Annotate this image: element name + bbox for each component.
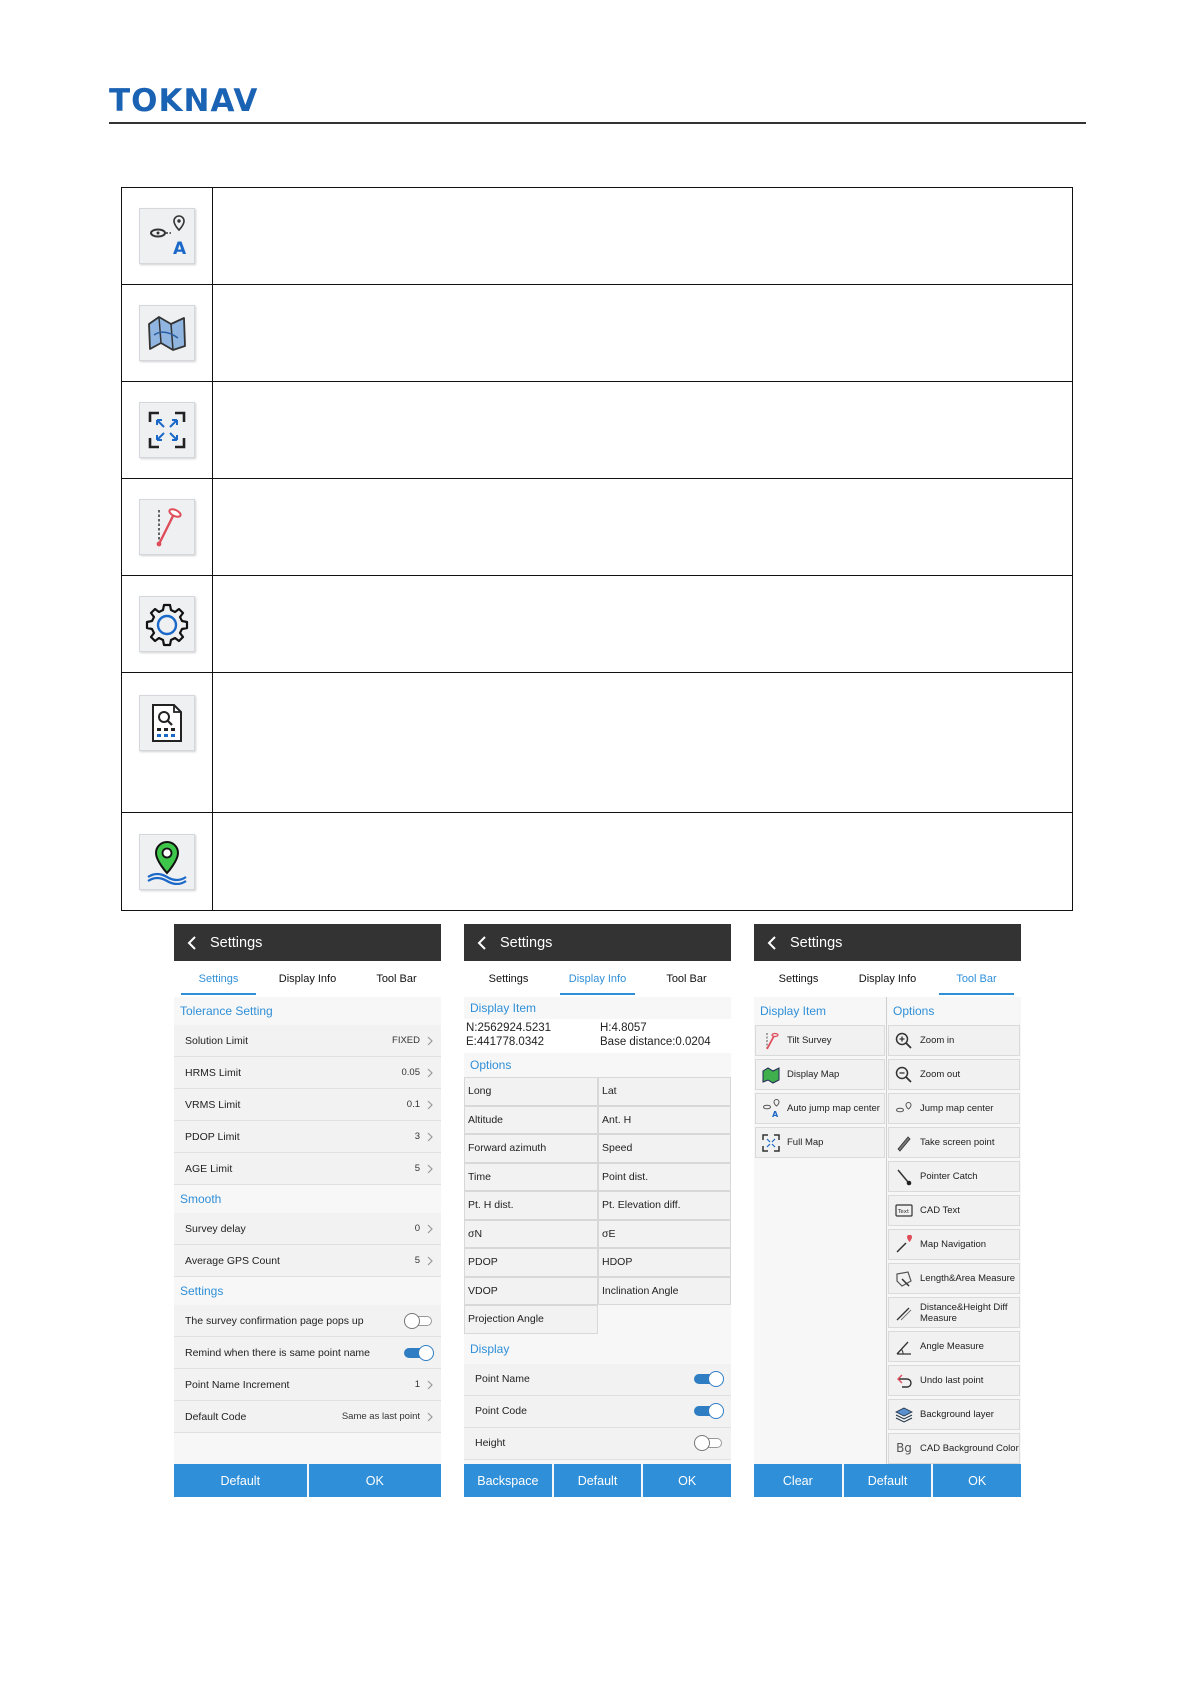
tab-display-info[interactable]: Display Info — [278, 973, 337, 985]
distance-height-measure-icon — [893, 1302, 915, 1324]
bg-badge: Bg — [896, 1441, 912, 1455]
pdop-limit-row[interactable] — [174, 1121, 441, 1153]
tilt-survey-icon — [139, 499, 195, 555]
age-limit-row[interactable] — [174, 1153, 441, 1185]
row-label: Point Code — [475, 1405, 527, 1417]
cad-text-icon — [893, 1200, 915, 1222]
clear-button[interactable]: Clear — [754, 1464, 842, 1497]
easting-value: E:441778.0342 — [466, 1036, 545, 1048]
display-info-content — [464, 997, 731, 1464]
jump-map-center-icon — [893, 1098, 915, 1120]
tool-pointer-catch[interactable] — [888, 1161, 1020, 1192]
tool-zoom-in[interactable] — [888, 1025, 1020, 1056]
tab-bar — [754, 961, 1021, 997]
brand-logo — [109, 83, 259, 119]
pen-icon — [893, 1132, 915, 1154]
svg-text:A: A — [772, 1109, 779, 1119]
screen-title: Settings — [790, 934, 843, 951]
default-code-row[interactable] — [174, 1401, 441, 1433]
tool-label: CAD Background Color — [920, 1443, 1019, 1454]
tab-display-info[interactable]: Display Info — [858, 973, 917, 985]
row-label: Default Code — [185, 1410, 247, 1423]
tool-label: Tilt Survey — [787, 1035, 832, 1046]
tool-label: Undo last point — [920, 1375, 984, 1386]
angle-measure-icon — [893, 1336, 915, 1358]
section-header: Options — [464, 1053, 731, 1077]
chevron-right-icon — [426, 1412, 434, 1422]
point-name-display-row — [464, 1364, 731, 1396]
same-point-name-row — [174, 1337, 441, 1369]
tab-settings[interactable]: Settings — [174, 961, 263, 997]
row-label: The survey confirmation page pops up — [185, 1314, 364, 1327]
brand-name: TOKNAV — [109, 83, 259, 119]
option-pt-h-dist[interactable]: Pt. H dist. — [464, 1191, 598, 1220]
height-display-row — [464, 1428, 731, 1460]
tab-bar — [174, 961, 441, 997]
zoom-out-icon — [893, 1064, 915, 1086]
icon-row — [122, 285, 1072, 382]
row-value: 5 — [414, 1255, 420, 1266]
tool-label: Pointer Catch — [920, 1171, 978, 1182]
tool-undo-last-point[interactable] — [888, 1365, 1020, 1396]
section-header: Options — [893, 1004, 935, 1018]
ok-button[interactable]: OK — [933, 1464, 1021, 1497]
tool-bar-screen — [754, 924, 1021, 1497]
default-button[interactable]: Default — [554, 1464, 642, 1497]
tool-jump-map-center[interactable] — [888, 1093, 1020, 1124]
row-value: 1 — [414, 1379, 420, 1390]
row-value: 0 — [414, 1223, 420, 1234]
tool-distance-height-diff-measure[interactable] — [888, 1297, 1020, 1328]
option-point-dist[interactable]: Point dist. — [598, 1163, 731, 1192]
option-vdop[interactable]: VDOP — [464, 1277, 598, 1306]
option-hdop[interactable]: HDOP — [598, 1248, 731, 1277]
map-navigation-icon — [893, 1234, 915, 1256]
row-value: 5 — [414, 1163, 420, 1174]
full-map-icon — [760, 1132, 782, 1154]
tool-display-map[interactable] — [755, 1059, 885, 1090]
row-label: VRMS Limit — [185, 1098, 241, 1111]
screen-title: Settings — [210, 934, 263, 951]
tab-tool-bar[interactable]: Tool Bar — [932, 961, 1021, 997]
back-arrow-icon[interactable] — [174, 924, 210, 961]
icon-row — [122, 382, 1072, 479]
backspace-button[interactable]: Backspace — [464, 1464, 552, 1497]
layers-icon — [893, 1404, 915, 1426]
jump-map-center-icon — [139, 208, 195, 264]
base-distance-value: Base distance:0.0204 — [600, 1036, 711, 1048]
title-bar — [464, 924, 731, 961]
section-header: Display — [464, 1334, 731, 1364]
display-info-screen — [464, 924, 731, 1497]
tool-label: Distance&Height Diff Measure — [920, 1301, 1008, 1324]
tilt-survey-icon — [760, 1030, 782, 1052]
row-value: Same as last point — [341, 1411, 420, 1422]
option-time[interactable]: Time — [464, 1163, 598, 1192]
survey-confirmation-row — [174, 1305, 441, 1337]
row-value: 3 — [414, 1131, 420, 1142]
tool-label: Map Navigation — [920, 1239, 987, 1250]
tool-bar-content — [754, 997, 1021, 1464]
point-code-toggle[interactable] — [694, 1403, 724, 1419]
tool-label: Auto jump map center — [787, 1103, 880, 1114]
option-pdop[interactable]: PDOP — [464, 1248, 598, 1277]
icon-cell — [122, 576, 213, 672]
title-bar — [174, 924, 441, 961]
row-label: Point Name Increment — [185, 1378, 290, 1391]
tool-label: Jump map center — [920, 1103, 994, 1114]
row-label: Remind when there is same point name — [185, 1346, 371, 1359]
height-value: H:4.8057 — [600, 1022, 647, 1034]
empty-cell — [598, 1305, 731, 1334]
tool-label: Length&Area Measure — [920, 1273, 1016, 1284]
survey-confirmation-toggle[interactable] — [404, 1313, 434, 1329]
section-header: Settings — [174, 1277, 441, 1305]
length-area-measure-icon — [893, 1268, 915, 1290]
same-point-name-toggle[interactable] — [404, 1345, 434, 1361]
tool-length-area-measure[interactable] — [888, 1263, 1020, 1294]
tool-cad-text[interactable] — [888, 1195, 1020, 1226]
chevron-right-icon — [426, 1100, 434, 1110]
options-column — [887, 997, 1021, 1464]
option-sigma-n[interactable]: σN — [464, 1220, 598, 1249]
tab-settings[interactable]: Settings — [488, 973, 529, 985]
settings-list — [174, 997, 441, 1464]
row-value: 0.05 — [401, 1067, 420, 1078]
icon-cell — [122, 382, 213, 478]
icon-row — [122, 576, 1072, 673]
tool-map-navigation[interactable] — [888, 1229, 1020, 1260]
tool-cad-background-color[interactable] — [888, 1433, 1020, 1464]
row-label: Survey delay — [185, 1222, 246, 1235]
option-projection-angle[interactable]: Projection Angle — [464, 1305, 598, 1334]
option-ant-h[interactable]: Ant. H — [598, 1106, 731, 1135]
display-item-column — [754, 997, 887, 1464]
tool-full-map[interactable] — [755, 1127, 885, 1158]
row-label: Average GPS Count — [185, 1254, 280, 1267]
option-speed[interactable]: Speed — [598, 1134, 731, 1163]
display-map-icon — [139, 305, 195, 361]
height-toggle[interactable] — [694, 1435, 724, 1451]
tab-display-info[interactable]: Display Info — [553, 961, 642, 997]
tool-tilt-survey[interactable] — [755, 1025, 885, 1056]
point-code-display-row — [464, 1396, 731, 1428]
chevron-right-icon — [426, 1132, 434, 1142]
tab-bar — [464, 961, 731, 997]
tool-auto-jump-map-center[interactable] — [755, 1093, 885, 1124]
icon-row — [122, 188, 1072, 285]
tool-background-layer[interactable] — [888, 1399, 1020, 1430]
row-label: Height — [475, 1437, 506, 1449]
row-label: AGE Limit — [185, 1162, 233, 1175]
chevron-right-icon — [426, 1164, 434, 1174]
header-divider — [109, 122, 1086, 124]
row-label: PDOP Limit — [185, 1130, 240, 1143]
screen-title: Settings — [500, 934, 553, 951]
full-map-icon — [139, 402, 195, 458]
icon-row — [122, 673, 1072, 813]
icon-row — [122, 813, 1072, 910]
icon-table — [121, 187, 1073, 911]
vrms-limit-row[interactable] — [174, 1089, 441, 1121]
point-name-increment-row[interactable] — [174, 1369, 441, 1401]
option-sigma-e[interactable]: σE — [598, 1220, 731, 1249]
icon-cell — [122, 813, 213, 910]
chevron-right-icon — [426, 1256, 434, 1266]
icon-cell — [122, 285, 213, 381]
section-header: Display Item — [760, 1004, 827, 1018]
display-map-icon — [760, 1064, 782, 1086]
footer-buttons — [174, 1464, 441, 1497]
icon-cell — [122, 479, 213, 575]
coordinate-readout — [464, 1019, 731, 1053]
northing-value: N:2562924.5231 — [466, 1022, 552, 1034]
tool-label: Full Map — [787, 1137, 824, 1148]
ok-button[interactable]: OK — [309, 1464, 442, 1497]
tool-take-screen-point[interactable] — [888, 1127, 1020, 1158]
footer-buttons — [464, 1464, 731, 1497]
tool-label: Background layer — [920, 1409, 994, 1420]
section-header: Smooth — [174, 1185, 441, 1213]
average-gps-count-row[interactable] — [174, 1245, 441, 1277]
option-lat[interactable]: Lat — [598, 1077, 731, 1106]
chevron-right-icon — [426, 1380, 434, 1390]
tool-angle-measure[interactable] — [888, 1331, 1020, 1362]
back-arrow-icon[interactable] — [464, 924, 500, 961]
option-forward-azimuth[interactable]: Forward azimuth — [464, 1134, 598, 1163]
point-navigation-pin-icon — [139, 834, 195, 890]
tab-settings[interactable]: Settings — [778, 973, 819, 985]
tab-tool-bar[interactable]: Tool Bar — [376, 973, 417, 985]
tool-label: CAD Text — [920, 1205, 960, 1216]
display-info-document-icon — [139, 695, 195, 751]
pointer-catch-icon — [893, 1166, 915, 1188]
row-value: 0.1 — [406, 1099, 420, 1110]
jump-map-center-icon — [760, 1098, 782, 1120]
hrms-limit-row[interactable] — [174, 1057, 441, 1089]
tool-label: Display Map — [787, 1069, 840, 1080]
ok-button[interactable]: OK — [643, 1464, 731, 1497]
svg-text:A: A — [173, 239, 187, 259]
row-value: FIXED — [392, 1035, 420, 1046]
settings-screen — [174, 924, 441, 1497]
icon-cell — [122, 188, 213, 284]
tool-zoom-out[interactable] — [888, 1059, 1020, 1090]
back-arrow-icon[interactable] — [754, 924, 790, 961]
row-label: HRMS Limit — [185, 1066, 242, 1079]
footer-buttons — [754, 1464, 1021, 1497]
chevron-right-icon — [426, 1036, 434, 1046]
option-pt-elevation-diff[interactable]: Pt. Elevation diff. — [598, 1191, 731, 1220]
tool-label: Angle Measure — [920, 1341, 984, 1352]
icon-cell — [122, 673, 213, 812]
tool-label: Zoom out — [920, 1069, 961, 1080]
default-button[interactable]: Default — [844, 1464, 932, 1497]
option-inclination-angle[interactable]: Inclination Angle — [598, 1277, 731, 1306]
svg-text:Text: Text — [898, 1208, 910, 1215]
row-label: Point Name — [475, 1373, 530, 1385]
point-name-toggle[interactable] — [694, 1371, 724, 1387]
tool-label: Take screen point — [920, 1137, 995, 1148]
solution-limit-row[interactable] — [174, 1025, 441, 1057]
chevron-right-icon — [426, 1068, 434, 1078]
options-grid — [464, 1077, 731, 1334]
row-label: Solution Limit — [185, 1034, 249, 1047]
section-header: Display Item — [464, 997, 731, 1019]
option-altitude[interactable]: Altitude — [464, 1106, 598, 1135]
tool-label: Zoom in — [920, 1035, 955, 1046]
background-color-icon — [893, 1438, 915, 1460]
zoom-in-icon — [893, 1030, 915, 1052]
option-long[interactable]: Long — [464, 1077, 598, 1106]
icon-row — [122, 479, 1072, 576]
chevron-right-icon — [426, 1224, 434, 1234]
survey-delay-row[interactable] — [174, 1213, 441, 1245]
tab-tool-bar[interactable]: Tool Bar — [666, 973, 707, 985]
section-header: Tolerance Setting — [174, 997, 441, 1025]
settings-gear-icon — [139, 596, 195, 652]
default-button[interactable]: Default — [174, 1464, 307, 1497]
undo-icon — [893, 1370, 915, 1392]
title-bar — [754, 924, 1021, 961]
